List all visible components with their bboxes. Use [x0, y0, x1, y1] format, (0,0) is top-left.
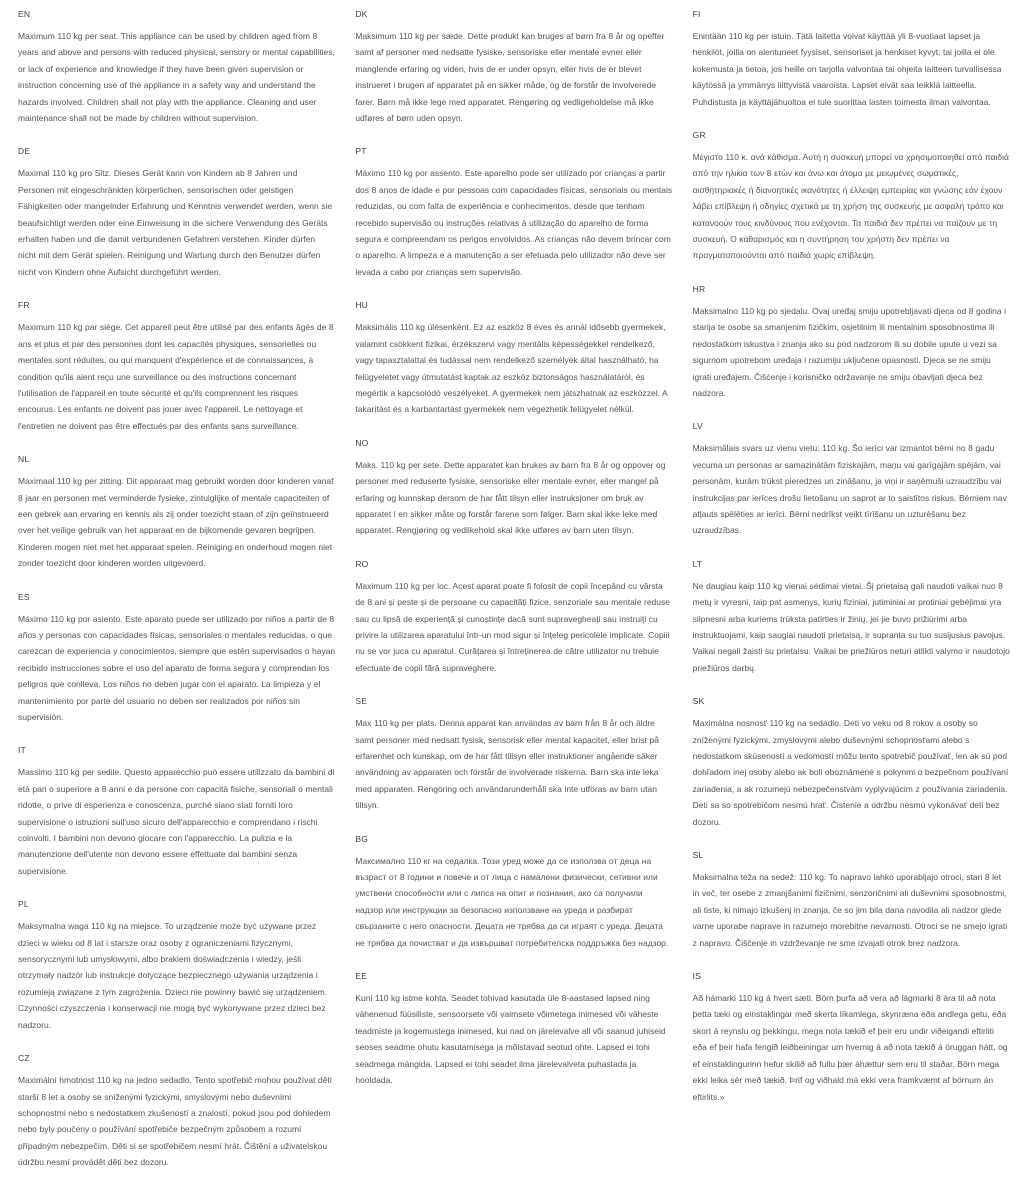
language-code-label: LV — [692, 421, 703, 432]
manual-column-2 — [355, 9, 672, 1109]
language-section — [693, 421, 1010, 538]
language-section — [355, 9, 672, 126]
language-section — [693, 971, 1010, 1105]
language-code-label: BG — [355, 833, 369, 844]
language-instruction-text: Maximálna nosnosť 110 kg na sedadlo. Deti vo veku od 8 rokov a osoby so zníženými fyzickými, zmyslovými alebo duševnými schopnosťami alebo s nedostatkom skúseností a vedomostí môžu tento spotrebič používať, len ak sú pod dohľadom inej osoby alebo ak boli oboznámené s pokynmi o bezpečnom používaní zariadenia, a ak rozumejú nebezpečenstvám vyplývajúcim z používania zariadenia. Deti sa so spotrebičom nesmú hrať. Čistenie a údržbu nesmú vykonávať deti bez dozoru. — [692, 718, 1009, 827]
language-instruction-text: Ne daugiau kaip 110 kg vienai sėdimai vietai. Šį prietaisą gali naudoti vaikai nuo 8 metų ir vyresni, taip pat asmenys, kurių fiziniai, jutiminiai ar protiniai gebėjimai yra silpnesni arba kuriems trūksta patirties ir žinių, jei jie buvo prižiūrimi arba instruktuojami, kaip saugiai naudoti prietaisą, ir supranta su tuo susijusius pavojus. Vaikai negali žaisti su prietaisu. Vaikai be priežiūros neturi atlikti valymo ir naudotojo priežiūros darbų. — [692, 580, 1010, 673]
language-code-label: ES — [18, 591, 30, 602]
language-section — [693, 130, 1010, 264]
language-code-label: NO — [355, 437, 369, 448]
language-section — [355, 438, 672, 539]
language-code-label: FR — [18, 300, 30, 311]
language-code-label: PT — [355, 146, 367, 157]
language-section — [693, 850, 1010, 951]
language-section — [18, 745, 335, 879]
language-section — [18, 300, 335, 434]
language-instruction-text: Maximum 110 kg per seat. This appliance can be used by children aged from 8 years and above and persons with reduced physical, sensory or mental capabilities, or lack of experience and knowledge if they have been given supervision or instruction concerning use of the appliance in a safety way and understand the hazards involved. Children shall not play with the appliance. Cleaning and user maintenance shall not be made by children without supervision. — [18, 31, 335, 124]
language-code-label: EN — [18, 9, 31, 19]
language-section — [355, 696, 672, 813]
language-section — [693, 696, 1010, 830]
language-instruction-text: Maksimalna teža na sedež: 110 kg. To napravo lahko uporabljajo otroci, stari 8 let in več, ter osebe z zmanjšanimi fizičnimi, senzoričnimi ali duševnimi sposobnostmi, ali tiste, ki nimajo izkušenj in znanja, če so jim bila dana navodila ali nadzor glede varne uporabe naprave in razumejo morebitne nevarnosti. Otroci se ne smejo igrati z napravo. Čiščenje in vzdrževanje ne sme izvajati otrok brez nadzora. — [692, 872, 1008, 948]
language-instruction-text: Μέγιστο 110 κ. ανά κάθισμα. Αυτή η συσκευή μπορεί να χρησιμοποιηθεί από παιδιά από την ηλικία των 8 ετών και άνω και άτομα με μειωμένες σωματικές, αισθητηριακές ή διανοητικές ικανότητες ή έλλειψη εμπειρίας και γνώσης εάν έχουν λάβει επίβλεψη ή οδηγίες σχετικά με τη χρήση της συσκευής με ασφαλή τρόπο και κατανοούν τους κινδύνους που ενέχονται. Τα παιδιά δεν πρέπει να παίζουν με τη συσκευή. Ο καθαρισμός και η συντήρηση του χρήστη δεν πρέπει να πραγματοποιούνται από παιδιά χωρίς επίβλεψη. — [692, 152, 1009, 261]
language-instruction-text: Максимално 110 кг на седалка. Този уред може да се използва от деца на възраст от 8 години и повече и от лица с намалени физически, сетивни или умствени способности или с липса на опит и познания, ако са получили надзор или инструкции за безопасно използване на уреда и разбират свързаните с него опасности. Децата не трябва да си играят с уреда. Децата не трябва да почистват и да извършват потребителска поддръжка без надзор. — [355, 855, 669, 948]
language-instruction-text: Massimo 110 kg per sedile. Questo apparecchio può essere utilizzato da bambini di età pari o superiore a 8 anni e da persone con capacità fisiche, sensoriali o mentali ridotte, o prive di esperienza e conoscenza, purché siano stati forniti loro supervisione o istruzioni sull'uso sicuro dell'apparecchio e comprendano i rischi coinvolti. I bambini non devono giocare con l'apparecchio. La pulizia e la manutenzione dell'utente non devono essere effettuate dai bambini senza supervisione. — [18, 767, 335, 876]
language-instruction-text: Maksimalno 110 kg po sjedalu. Ovaj uređaj smiju upotrebljavati djeca od 8 godina i starija te osobe sa smanjenim fizičkim, osjetilnim ili mentalnim sposobnostima ili nedostatkom iskustva i znanja ako su pod nadzorom ili su dobile upute u vezi sa sigurnom upotrebom uređaja i razumiju uključene opasnosti. Djeca se ne smiju igrati uređajem. Čišćenje i korisničko održavanje ne smiju obavljati djeca bez nadzora. — [692, 305, 1007, 398]
language-section — [18, 1053, 335, 1170]
language-instruction-text: Máximo 110 kg por assento. Este aparelho pode ser utilizado por crianças a partir dos 8 anos de idade e por pessoas com capacidades físicas, sensoriais ou mentais reduzidas, ou com falta de experiência e conhecimentos, desde que tenham recebido supervisão ou instruções relativas à utilização do aparelho de forma segura e compreendam os perigos envolvidos. As crianças não devem brincar com o aparelho. A limpeza e a manutenção a ser efetuada pelo utilizador não deve ser levada a cabo por crianças sem supervisão. — [355, 168, 673, 277]
language-instruction-text: Enintään 110 kg per istuin. Tätä laitetta voivat käyttää yli 8-vuotiaat lapset ja henkilöt, joilla on alentuneet fyysiset, sensoriset ja henkiset kyvyt, tai joilla ei ole kokemusta ja tietoa, jos heille on tarjolla valvontaa tai ohjeita laitteen turvallisessa käytössä ja ymmärrys liittyvistä vaaroista. Lapset eivät saa leikkiä laitteella. Puhdistusta ja käyttäjähuoltoa ei tule suorittaa lasten toimesta ilman valvontaa. — [692, 31, 1002, 107]
language-code-label: LT — [692, 558, 703, 569]
language-code-label: DK — [355, 9, 368, 19]
language-section — [693, 9, 1010, 110]
language-code-label: PL — [18, 899, 29, 910]
language-code-label: IT — [18, 745, 26, 756]
language-code-label: HR — [692, 283, 706, 294]
language-section — [18, 454, 335, 571]
language-code-label: NL — [18, 454, 30, 465]
language-code-label: GR — [692, 130, 706, 141]
language-code-label: HU — [355, 300, 369, 311]
language-section — [355, 971, 672, 1088]
language-instruction-text: Maksimālais svars uz vienu vietu: 110 kg. Šo ierīci var izmantot bērni no 8 gadu vecuma un personas ar samazinātām fiziskajām, maņu vai garīgajām spējām, vai personām, kurām trūkst pieredzes un zināšanu, ja viņi ir saņēmuši uzraudzību vai instrukcijas par ierīces drošu lietošanu un saprot ar to saistītos riskus. Bērniem nav atļauts spēlēties ar ierīci. Bērni nedrīkst veikt tīrīšanu un uzturēšanu bez uzraudzības. — [692, 443, 1007, 536]
language-section — [355, 146, 672, 280]
language-section — [18, 899, 335, 1033]
language-instruction-text: Max 110 kg per plats. Denna apparat kan användas av barn från 8 år och äldre samt personer med nedsatt fysisk, sensorisk eller mental kapacitet, eller brist på erfarenhet och kunskap, om de har fått tillsyn eller instruktioner angående säker användning av apparaten och förstår de involverade riskerna. Barn ska inte leka med apparaten. Rengöring och användarunderhåll ska inte utföras av barn utan tillsyn. — [355, 718, 659, 811]
language-section — [693, 284, 1010, 401]
language-instruction-text: Kuni 110 kg istme kohta. Seadet tohivad kasutada üle 8-aastased lapsed ning vähenenud füüsiliste, sensoorsete või vaimsete võimetega inimesed või väheste teadmiste ja kogemustega inimesed, kui nad on järelevalve all või saanud juhiseid seoses seadme ohutu kasutamisega ja mõistavad seotud ohte. Lapsed ei tohi seadmega mängida. Lapsed ei tohi seadet ilma järelevalveta puhastada ja hooldada. — [355, 993, 666, 1086]
language-section — [355, 559, 672, 676]
language-section — [693, 559, 1010, 676]
language-code-label: DE — [18, 146, 31, 157]
language-instruction-text: Maksimális 110 kg ülésenként. Ez az eszköz 8 éves és annál idősebb gyermekek, valamint csökkent fizikai, érzékszervi vagy mentális képességekkel rendelkező, vagy tapasztalattal és tudással nem rendelkező személyek által használható, ha felügyeletet vagy útmutatást kaptak az eszköz biztonságos használatáról, és megértik a kapcsolódó veszélyeket. A gyermekek nem játszhatnak az eszközzel. A takarítást és a karbantartást gyermekek nem végezhetik felügyelet nélkül. — [355, 322, 668, 415]
language-instruction-text: Að hámarki 110 kg á hvert sæti. Börn þurfa að vera að lágmarki 8 ára til að nota þetta tæki og einstaklingar með skerta líkamlega, skynræna eða andlega getu, eða skort á reynslu og þekkingu, mega nota tækið ef þeir eru undir viðeigandi eftirliti eða ef þeir hafa fengið leiðbeiningar um hvernig á að nota tækið á öruggan hátt, og ef einstaklingurinn hefur skilið að fullu þær áhættur sem eru til staðar. Börn mega ekki leika sér með tækið. Þrif og viðhald má ekki vera framkvæmt af börnum án eftirlits.» — [692, 993, 1008, 1102]
language-section — [355, 834, 672, 951]
language-code-label: RO — [355, 558, 369, 569]
language-section — [18, 9, 335, 126]
language-code-label: SL — [692, 850, 704, 861]
language-instruction-text: Maximální hmotnost 110 kg na jedno sedadlo. Tento spotřebič mohou používat děti starší 8 let a osoby se sníženými fyzickými, smyslovými nebo duševními schopnostmi nebo s nedostatkem zkušeností a znalostí, pokud jsou pod dohledem nebo byly poučeny o používání spotřebiče bezpečným způsobem a rozumí případným nebezpečím. Děti si se spotřebičem nesmí hrát. Čištění a uživatelskou údržbu nesmí provádět děti bez dozoru. — [18, 1075, 332, 1168]
language-instruction-text: Maximum 110 kg per loc. Acest aparat poate fi folosit de copii începând cu vârsta de 8 ani și peste și de persoane cu capacități fizice, senzoriale sau mentale reduse sau cu lipsă de experiență și cunoștințe dacă sunt supravegheați sau instruiți cu privire la utilizarea aparatului într-un mod sigur și înțeleg pericolele implicate. Copiii nu se vor juca cu aparatul. Curățarea și întreținerea de către utilizator nu trebuie efectuate de copii fără supraveghere. — [355, 580, 670, 673]
language-instruction-text: Maximaal 110 kg per zitting. Dit apparaat mag gebruikt worden door kinderen vanaf 8 jaar en personen met verminderde fysieke, zintuiglijke of mentale capaciteiten of een gebrek aan ervaring en kennis als zij onder toezicht staan of zijn geïnstrueerd over het veilige gebruik van het apparaat en de bijkomende gevaren begrijpen. Kinderen mogen niet met het apparaat spelen. Reiniging en onderhoud mogen niet zonder toezicht door kinderen worden uitgevoerd. — [18, 476, 334, 569]
language-code-label: SE — [355, 696, 368, 707]
language-code-label: CZ — [18, 1053, 30, 1064]
language-instruction-text: Maks. 110 kg per sete. Dette apparatet kan brukes av barn fra 8 år og oppover og personer med reduserte fysiske, sensoriske eller mentale evner, eller mangel på erfaring og kunnskap dersom de har fått tilsyn eller instruksjoner om bruk av apparatet i en sikker måte og forstår farene som følger. Barn skal ikke leke med apparatet. Rengjøring og vedlikehold skal ikke utføres av barn uten tilsyn. — [355, 459, 666, 536]
manual-column-3 — [693, 9, 1010, 1125]
language-code-label: EE — [355, 971, 368, 982]
language-code-label: SK — [692, 696, 705, 707]
language-section — [355, 300, 672, 417]
language-code-label: IS — [692, 971, 702, 982]
language-instruction-text: Máximo 110 kg por asiento. Este aparato puede ser utilizado por niños a partir de 8 años y personas con capacidades físicas, sensoriales o mentales reducidas, o que carezcan de experiencia y conocimientos, siempre que estén supervisados o hayan recibido instrucciones sobre el uso del aparato de forma segura y comprendan los peligros que conlleva. Los niños no deben jugar con el aparato. La limpieza y el mantenimiento por parte del usuario no deben ser realizados por niños sin supervisión. — [18, 613, 336, 722]
language-instruction-text: Maksimum 110 kg per sæde. Dette produkt kan bruges af børn fra 8 år og opefter samt af personer med nedsatte fysiske, sensoriske eller mentale evner eller manglende erfaring og viden, hvis de er under opsyn, eller hvis de er blevet instrueret i brugen af apparatet på en sikker måde, og de forstår de involverede farer. Børn må ikke lege med apparatet. Rengøring og vedligeholdelse må ikke udføres af børn uden opsyn. — [355, 31, 665, 124]
language-instruction-text: Maksymalna waga 110 kg na miejsce. To urządzenie może być używane przez dzieci w wieku od 8 lat i starsze oraz osoby z ograniczeniami fizycznymi, sensorycznymi lub umysłowymi, albo brakiem doświadczenia i wiedzy, jeśli otrzymały nadzór lub instrukcje dotyczące bezpiecznego używania urządzenia i rozumieją związane z tym zagrożenia. Dzieci nie powinny bawić się urządzeniem. Czynności czyszczenia i konserwacji nie mogą być wykonywane przez dzieci bez nadzoru. — [18, 921, 328, 1030]
language-section — [18, 146, 335, 280]
language-section — [18, 592, 335, 726]
language-instruction-text: Maximum 110 kg par siège. Cet appareil peut être utilisé par des enfants âgés de 8 ans et plus et par des personnes dont les capacités physiques, sensorielles ou mentales sont réduites, ou qui manquent d'expérience et de connaissances, à condition qu'ils aient reçu une surveillance ou des instructions concernant l'utilisation de l'appareil en toute sécurité et qu'ils comprennent les risques encourus. Les enfants ne doivent pas jouer avec l'appareil. Le nettoyage et l'entretien ne doivent pas être effectués par des enfants sans surveillance. — [18, 322, 334, 431]
manual-column-1 — [18, 9, 335, 1191]
language-instruction-text: Maximal 110 kg pro Sitz. Dieses Gerät kann von Kindern ab 8 Jahren und Personen mit eingeschränkten körperlichen, sensorischen oder geistigen Fähigkeiten oder mangelnder Erfahrung und Kenntnis verwendet werden, wenn sie beaufsichtigt werden oder eine Einweisung in die sichere Verwendung des Geräts erhalten haben und die damit verbundenen Gefahren verstehen. Kinder dürfen nicht mit dem Gerät spielen. Reinigung und Wartung durch den Benutzer dürfen nicht von Kindern ohne Aufsicht durchgeführt werden. — [18, 168, 333, 277]
language-code-label: FI — [692, 9, 701, 19]
